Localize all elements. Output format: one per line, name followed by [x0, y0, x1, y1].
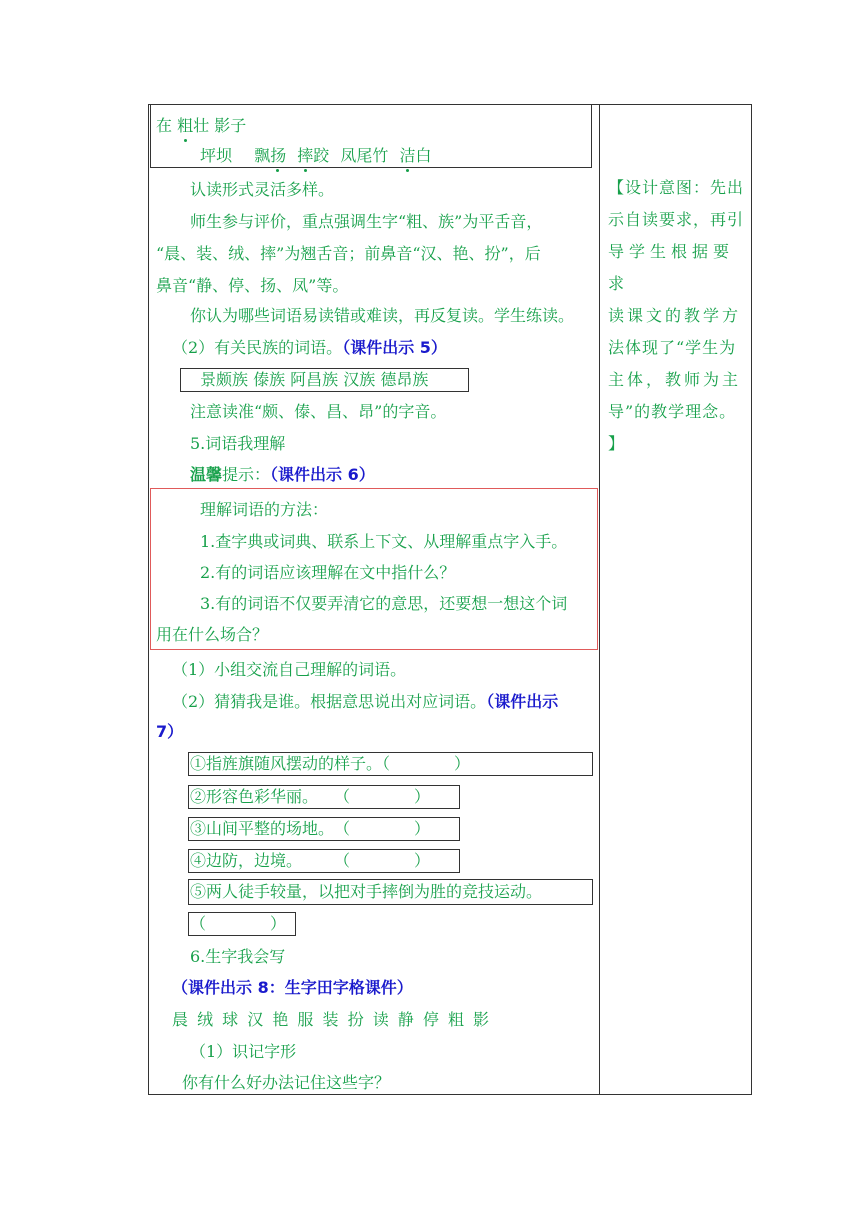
method-3b: 用在什么场合？ [156, 625, 269, 644]
side-line: 示自读要求，再引 [608, 210, 745, 229]
write-courseware: （课件出示 8：生字田字格课件） [172, 978, 413, 997]
side-line: 导”的教学理念。 [608, 402, 737, 421]
method-2: 2.有的词语应该理解在文中指什么？ [200, 563, 456, 582]
quiz-5b: （ ） [190, 914, 287, 933]
side-line: 法体现了“学生为 [608, 338, 737, 357]
write-title: 6.生字我会写 [190, 947, 286, 966]
side-line: 读课文的教学方 [608, 306, 742, 325]
para-7: 温馨提示：（课件出示 6） [190, 465, 375, 484]
method-3a: 3.有的词语不仅要弄清它的意思，还要想一想这个词 [200, 594, 568, 613]
quiz-1: ①指旌旗随风摆动的样子。（ ） [190, 754, 471, 773]
quiz-5: ⑤两人徒手较量，以把对手摔倒为胜的竞技运动。 [190, 882, 543, 901]
column-divider [599, 104, 600, 1095]
method-title: 理解词语的方法： [200, 500, 329, 519]
design-intent-note [608, 172, 748, 460]
side-line: 】 [608, 434, 626, 453]
after-1: （1）小组交流自己理解的词语。 [172, 660, 407, 679]
para-4: （2）有关民族的词语。（课件出示 5） [172, 338, 447, 357]
para-2a: 师生参与评价，重点强调生字“粗、族”为平舌音， [190, 212, 543, 231]
ethnic-words: 景颇族 傣族 阿昌族 汉族 德昂族 [200, 370, 429, 389]
write-question: 你有什么好办法记住这些字？ [182, 1073, 391, 1092]
write-step-1: （1）识记字形 [190, 1042, 297, 1061]
quiz-4: ④边防，边境。 （ ） [190, 851, 431, 870]
after-2: （2）猜猜我是谁。根据意思说出对应词语。（课件出示 [172, 692, 559, 711]
quiz-3: ③山间平整的场地。 （ ） [190, 819, 431, 838]
side-line: 导学生根据要求 [608, 242, 735, 293]
para-3: 你认为哪些词语易读错或难读，再反复读。学生练读。 [190, 306, 575, 325]
vocab-line-2: 坪坝 飘扬 摔跤 凤尾竹 洁白 [200, 146, 432, 166]
para-2c: 鼻音“静、停、扬、凤”等。 [156, 276, 349, 295]
side-line: 【设计意图：先出 [608, 178, 745, 197]
quiz-2: ②形容色彩华丽。 （ ） [190, 787, 431, 806]
side-line: 主体，教师为主 [608, 370, 742, 389]
method-1: 1.查字典或词典、联系上下文、从理解重点字入手。 [200, 532, 568, 551]
para-2b: “晨、装、绒、摔”为翘舌音；前鼻音“汉、艳、扮”，后 [156, 244, 541, 263]
vocab-line-1: 在 粗壮 影子 [156, 116, 246, 136]
write-chars: 晨 绒 球 汉 艳 服 装 扮 读 静 停 粗 影 [172, 1010, 492, 1029]
para-6: 5.词语我理解 [190, 434, 286, 453]
after-2b: 7） [156, 722, 184, 741]
para-5: 注意读准“颇、傣、昌、昂”的字音。 [190, 402, 447, 421]
para-1: 认读形式灵活多样。 [190, 180, 335, 199]
